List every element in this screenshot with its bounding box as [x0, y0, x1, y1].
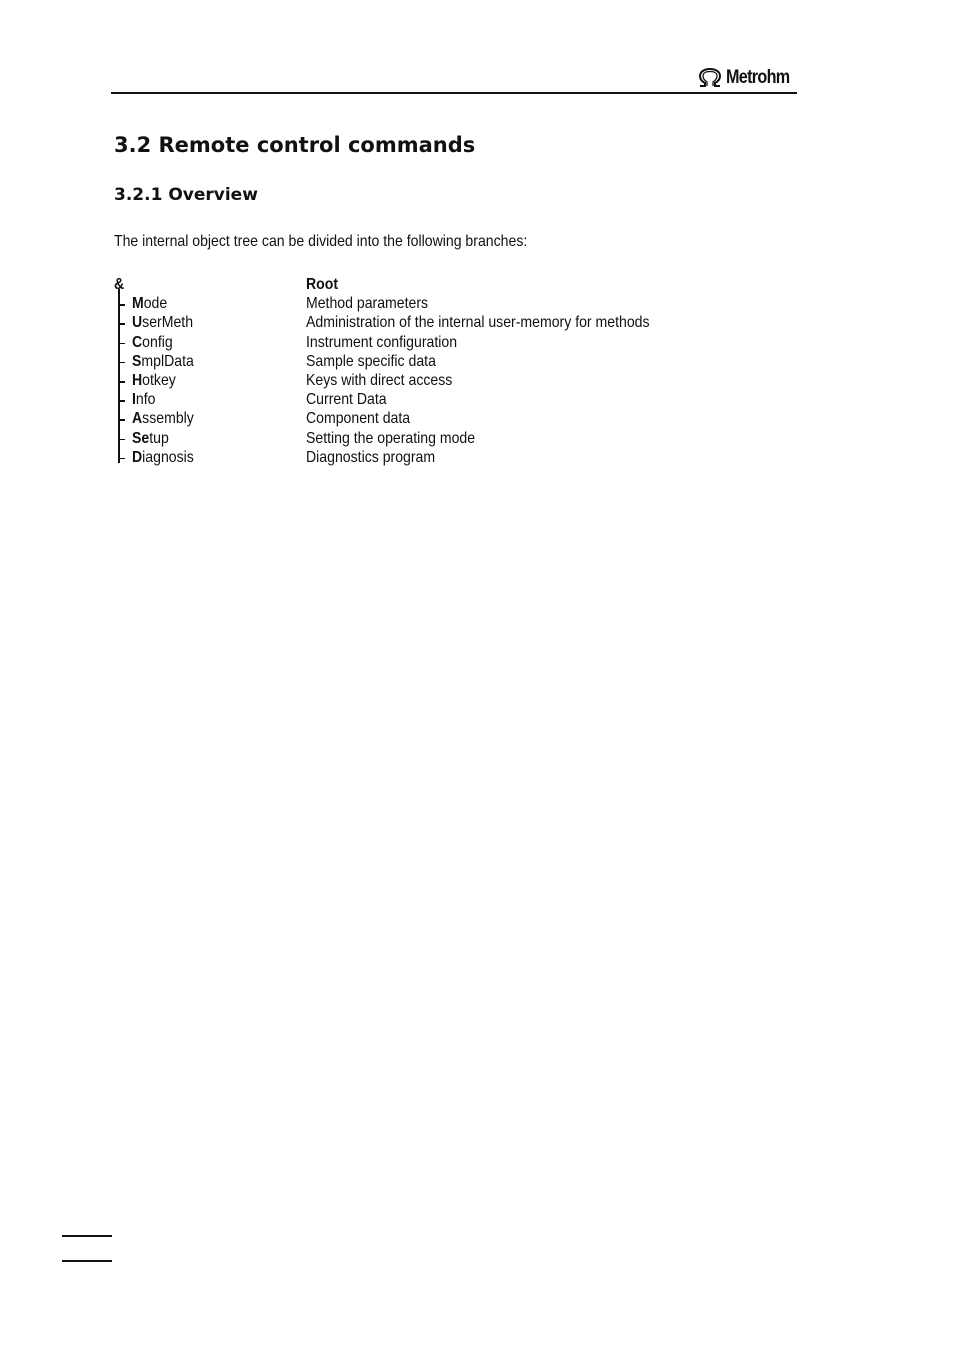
branch-rest: iagnosis [142, 448, 194, 466]
branch-key-letters: H [132, 371, 143, 389]
branch-description: Current Data [306, 391, 387, 409]
tree-branch-tick [118, 381, 125, 383]
tree-branch-tick [118, 362, 125, 364]
branch-description: Keys with direct access [306, 371, 453, 389]
branch-name [132, 429, 169, 448]
tree-root-label: Root [306, 276, 339, 293]
footer-rule-bottom [62, 1260, 112, 1262]
branch-key-letters: Se [132, 429, 150, 447]
section-title: 3.2 Remote control commands [114, 133, 476, 157]
branch-key-letters: S [132, 352, 142, 370]
tree-branch-tick [118, 458, 125, 460]
branch-key-letters: C [132, 333, 143, 351]
tree-branch-tick [118, 343, 125, 345]
tree-root-symbol: & [114, 276, 125, 293]
branch-key-letters: A [132, 410, 143, 428]
branch-name [132, 333, 173, 352]
tree-branch-tick [118, 323, 125, 325]
branch-name [132, 294, 167, 313]
branch-description: Component data [306, 410, 411, 428]
footer-rule-top [62, 1235, 112, 1237]
branch-key-letters: I [132, 391, 136, 409]
branch-key-letters: D [132, 448, 143, 466]
branch-key-letters: U [132, 314, 143, 332]
header-rule [111, 92, 797, 94]
branch-description: Setting the operating mode [306, 429, 476, 447]
tree-branch-tick [118, 419, 125, 421]
branch-name [132, 390, 155, 409]
branch-description: Sample specific data [306, 352, 436, 370]
branch-name [132, 371, 176, 390]
branch-key-letters: M [132, 295, 144, 313]
branch-description: Diagnostics program [306, 448, 436, 466]
branch-name [132, 448, 194, 467]
branch-description: Method parameters [306, 295, 429, 313]
branch-rest: tup [149, 429, 169, 447]
tree-branch-tick [118, 304, 125, 306]
brand-name: Metrohm [726, 67, 790, 88]
branch-rest: onfig [142, 333, 173, 351]
subsection-title: 3.2.1 Overview [114, 185, 258, 205]
tree-trunk-line [118, 289, 120, 463]
branch-description: Instrument configuration [306, 333, 458, 351]
tree-branch-tick [118, 400, 125, 402]
tree-branch-tick [118, 439, 125, 441]
intro-text: The internal object tree can be divided into the following branches: [114, 233, 528, 250]
metrohm-logo [697, 67, 801, 89]
branch-rest: nfo [135, 391, 156, 409]
branch-rest: ode [143, 295, 168, 313]
branch-rest: otkey [142, 371, 176, 389]
branch-name [132, 313, 193, 332]
branch-description: Administration of the internal user-memory for methods [306, 314, 650, 332]
branch-name [132, 352, 194, 371]
branch-rest: mplData [141, 352, 194, 370]
branch-name [132, 409, 194, 428]
branch-rest: serMeth [142, 314, 194, 332]
omega-logo-icon [697, 68, 723, 88]
branch-rest: ssembly [142, 410, 194, 428]
